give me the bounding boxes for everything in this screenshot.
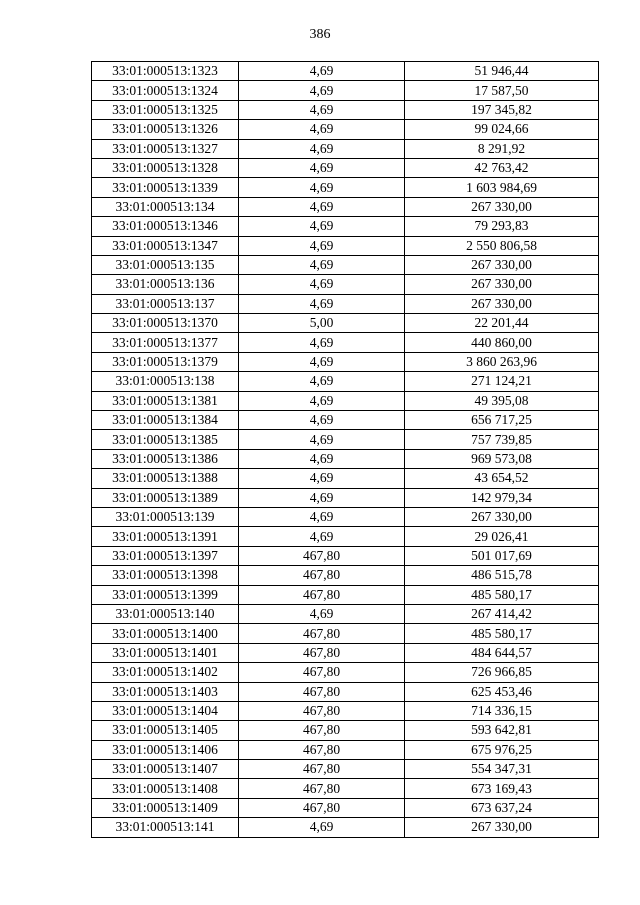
table-row [92,701,599,720]
value-cell: 726 966,85 [405,663,599,682]
rate-cell: 4,69 [239,158,405,177]
cadastral-number-cell: 33:01:000513:1401 [92,643,239,662]
rate-cell: 467,80 [239,760,405,779]
table-row [92,663,599,682]
value-cell: 49 395,08 [405,391,599,410]
rate-cell: 4,69 [239,604,405,623]
rate-cell: 4,69 [239,430,405,449]
table-row [92,779,599,798]
value-cell: 673 637,24 [405,798,599,817]
cadastral-number-cell: 33:01:000513:1397 [92,546,239,565]
rate-cell: 4,69 [239,178,405,197]
cadastral-number-cell: 33:01:000513:1408 [92,779,239,798]
value-cell: 99 024,66 [405,120,599,139]
cadastral-value-table [91,61,599,838]
rate-cell: 467,80 [239,546,405,565]
rate-cell: 4,69 [239,488,405,507]
table-row [92,411,599,430]
cadastral-number-cell: 33:01:000513:1388 [92,469,239,488]
value-cell: 79 293,83 [405,217,599,236]
cadastral-number-cell: 33:01:000513:134 [92,197,239,216]
value-cell: 43 654,52 [405,469,599,488]
value-cell: 51 946,44 [405,62,599,81]
value-cell: 625 453,46 [405,682,599,701]
cadastral-number-cell: 33:01:000513:137 [92,294,239,313]
table-row [92,314,599,333]
value-cell: 484 644,57 [405,643,599,662]
cadastral-number-cell: 33:01:000513:141 [92,818,239,837]
cadastral-number-cell: 33:01:000513:1326 [92,120,239,139]
table-row [92,178,599,197]
value-cell: 22 201,44 [405,314,599,333]
table-row [92,430,599,449]
value-cell: 267 330,00 [405,255,599,274]
value-cell: 3 860 263,96 [405,352,599,371]
cadastral-number-cell: 33:01:000513:1327 [92,139,239,158]
value-cell: 485 580,17 [405,585,599,604]
cadastral-number-cell: 33:01:000513:1381 [92,391,239,410]
rate-cell: 4,69 [239,120,405,139]
rate-cell: 4,69 [239,818,405,837]
rate-cell: 4,69 [239,62,405,81]
table-row [92,682,599,701]
rate-cell: 467,80 [239,585,405,604]
cadastral-number-cell: 33:01:000513:1407 [92,760,239,779]
rate-cell: 4,69 [239,507,405,526]
cadastral-number-cell: 33:01:000513:1403 [92,682,239,701]
table-row [92,333,599,352]
rate-cell: 4,69 [239,372,405,391]
value-cell: 29 026,41 [405,527,599,546]
value-cell: 1 603 984,69 [405,178,599,197]
value-cell: 8 291,92 [405,139,599,158]
rate-cell: 4,69 [239,449,405,468]
table-row [92,81,599,100]
cadastral-number-cell: 33:01:000513:135 [92,255,239,274]
table-row [92,507,599,526]
value-cell: 142 979,34 [405,488,599,507]
cadastral-number-cell: 33:01:000513:1404 [92,701,239,720]
rate-cell: 4,69 [239,275,405,294]
value-cell: 271 124,21 [405,372,599,391]
cadastral-number-cell: 33:01:000513:1328 [92,158,239,177]
cadastral-number-cell: 33:01:000513:1400 [92,624,239,643]
table-row [92,760,599,779]
cadastral-number-cell: 33:01:000513:139 [92,507,239,526]
rate-cell: 5,00 [239,314,405,333]
table-row [92,546,599,565]
table-row [92,236,599,255]
rate-cell: 467,80 [239,721,405,740]
value-cell: 267 330,00 [405,197,599,216]
value-cell: 267 330,00 [405,818,599,837]
value-cell: 757 739,85 [405,430,599,449]
value-cell: 17 587,50 [405,81,599,100]
value-cell: 554 347,31 [405,760,599,779]
table-row [92,352,599,371]
value-cell: 969 573,08 [405,449,599,468]
cadastral-number-cell: 33:01:000513:1325 [92,100,239,119]
table-row [92,372,599,391]
cadastral-number-cell: 33:01:000513:1377 [92,333,239,352]
rate-cell: 467,80 [239,643,405,662]
rate-cell: 4,69 [239,391,405,410]
table-row [92,624,599,643]
table-row [92,294,599,313]
value-cell: 197 345,82 [405,100,599,119]
value-cell: 593 642,81 [405,721,599,740]
value-cell: 485 580,17 [405,624,599,643]
rate-cell: 4,69 [239,294,405,313]
value-cell: 675 976,25 [405,740,599,759]
cadastral-number-cell: 33:01:000513:138 [92,372,239,391]
cadastral-number-cell: 33:01:000513:1405 [92,721,239,740]
cadastral-number-cell: 33:01:000513:1385 [92,430,239,449]
cadastral-number-cell: 33:01:000513:1324 [92,81,239,100]
table-row [92,604,599,623]
table-row [92,158,599,177]
cadastral-number-cell: 33:01:000513:1370 [92,314,239,333]
cadastral-number-cell: 33:01:000513:1398 [92,566,239,585]
cadastral-number-cell: 33:01:000513:1386 [92,449,239,468]
value-cell: 486 515,78 [405,566,599,585]
table-row [92,721,599,740]
table-row [92,488,599,507]
table-row [92,120,599,139]
table-row [92,818,599,837]
table-row [92,391,599,410]
table-row [92,217,599,236]
value-cell: 2 550 806,58 [405,236,599,255]
table-row [92,585,599,604]
table-body [92,62,599,838]
cadastral-number-cell: 33:01:000513:1346 [92,217,239,236]
table-row [92,643,599,662]
table-row [92,798,599,817]
rate-cell: 4,69 [239,236,405,255]
value-cell: 42 763,42 [405,158,599,177]
table-row [92,740,599,759]
cadastral-number-cell: 33:01:000513:1347 [92,236,239,255]
rate-cell: 4,69 [239,81,405,100]
table-row [92,449,599,468]
table-row [92,197,599,216]
cadastral-number-cell: 33:01:000513:1339 [92,178,239,197]
rate-cell: 467,80 [239,798,405,817]
cadastral-number-cell: 33:01:000513:1391 [92,527,239,546]
cadastral-number-cell: 33:01:000513:1409 [92,798,239,817]
rate-cell: 467,80 [239,624,405,643]
rate-cell: 467,80 [239,779,405,798]
value-cell: 267 330,00 [405,275,599,294]
rate-cell: 4,69 [239,333,405,352]
value-cell: 267 330,00 [405,507,599,526]
rate-cell: 467,80 [239,663,405,682]
value-cell: 267 414,42 [405,604,599,623]
rate-cell: 4,69 [239,255,405,274]
table-row [92,62,599,81]
rate-cell: 4,69 [239,411,405,430]
cadastral-number-cell: 33:01:000513:140 [92,604,239,623]
cadastral-number-cell: 33:01:000513:136 [92,275,239,294]
rate-cell: 4,69 [239,139,405,158]
value-cell: 673 169,43 [405,779,599,798]
cadastral-number-cell: 33:01:000513:1379 [92,352,239,371]
value-cell: 440 860,00 [405,333,599,352]
table-row [92,566,599,585]
rate-cell: 4,69 [239,217,405,236]
rate-cell: 467,80 [239,682,405,701]
table-row [92,527,599,546]
table-row [92,469,599,488]
cadastral-number-cell: 33:01:000513:1323 [92,62,239,81]
cadastral-number-cell: 33:01:000513:1406 [92,740,239,759]
rate-cell: 4,69 [239,100,405,119]
rate-cell: 467,80 [239,566,405,585]
rate-cell: 4,69 [239,527,405,546]
table-row [92,255,599,274]
cadastral-number-cell: 33:01:000513:1384 [92,411,239,430]
cadastral-number-cell: 33:01:000513:1389 [92,488,239,507]
cadastral-number-cell: 33:01:000513:1399 [92,585,239,604]
table-row [92,100,599,119]
rate-cell: 4,69 [239,469,405,488]
value-cell: 267 330,00 [405,294,599,313]
table-row [92,139,599,158]
value-cell: 501 017,69 [405,546,599,565]
rate-cell: 4,69 [239,352,405,371]
table-row [92,275,599,294]
value-cell: 656 717,25 [405,411,599,430]
page-number: 386 [309,27,331,42]
value-cell: 714 336,15 [405,701,599,720]
rate-cell: 467,80 [239,740,405,759]
rate-cell: 467,80 [239,701,405,720]
cadastral-number-cell: 33:01:000513:1402 [92,663,239,682]
rate-cell: 4,69 [239,197,405,216]
